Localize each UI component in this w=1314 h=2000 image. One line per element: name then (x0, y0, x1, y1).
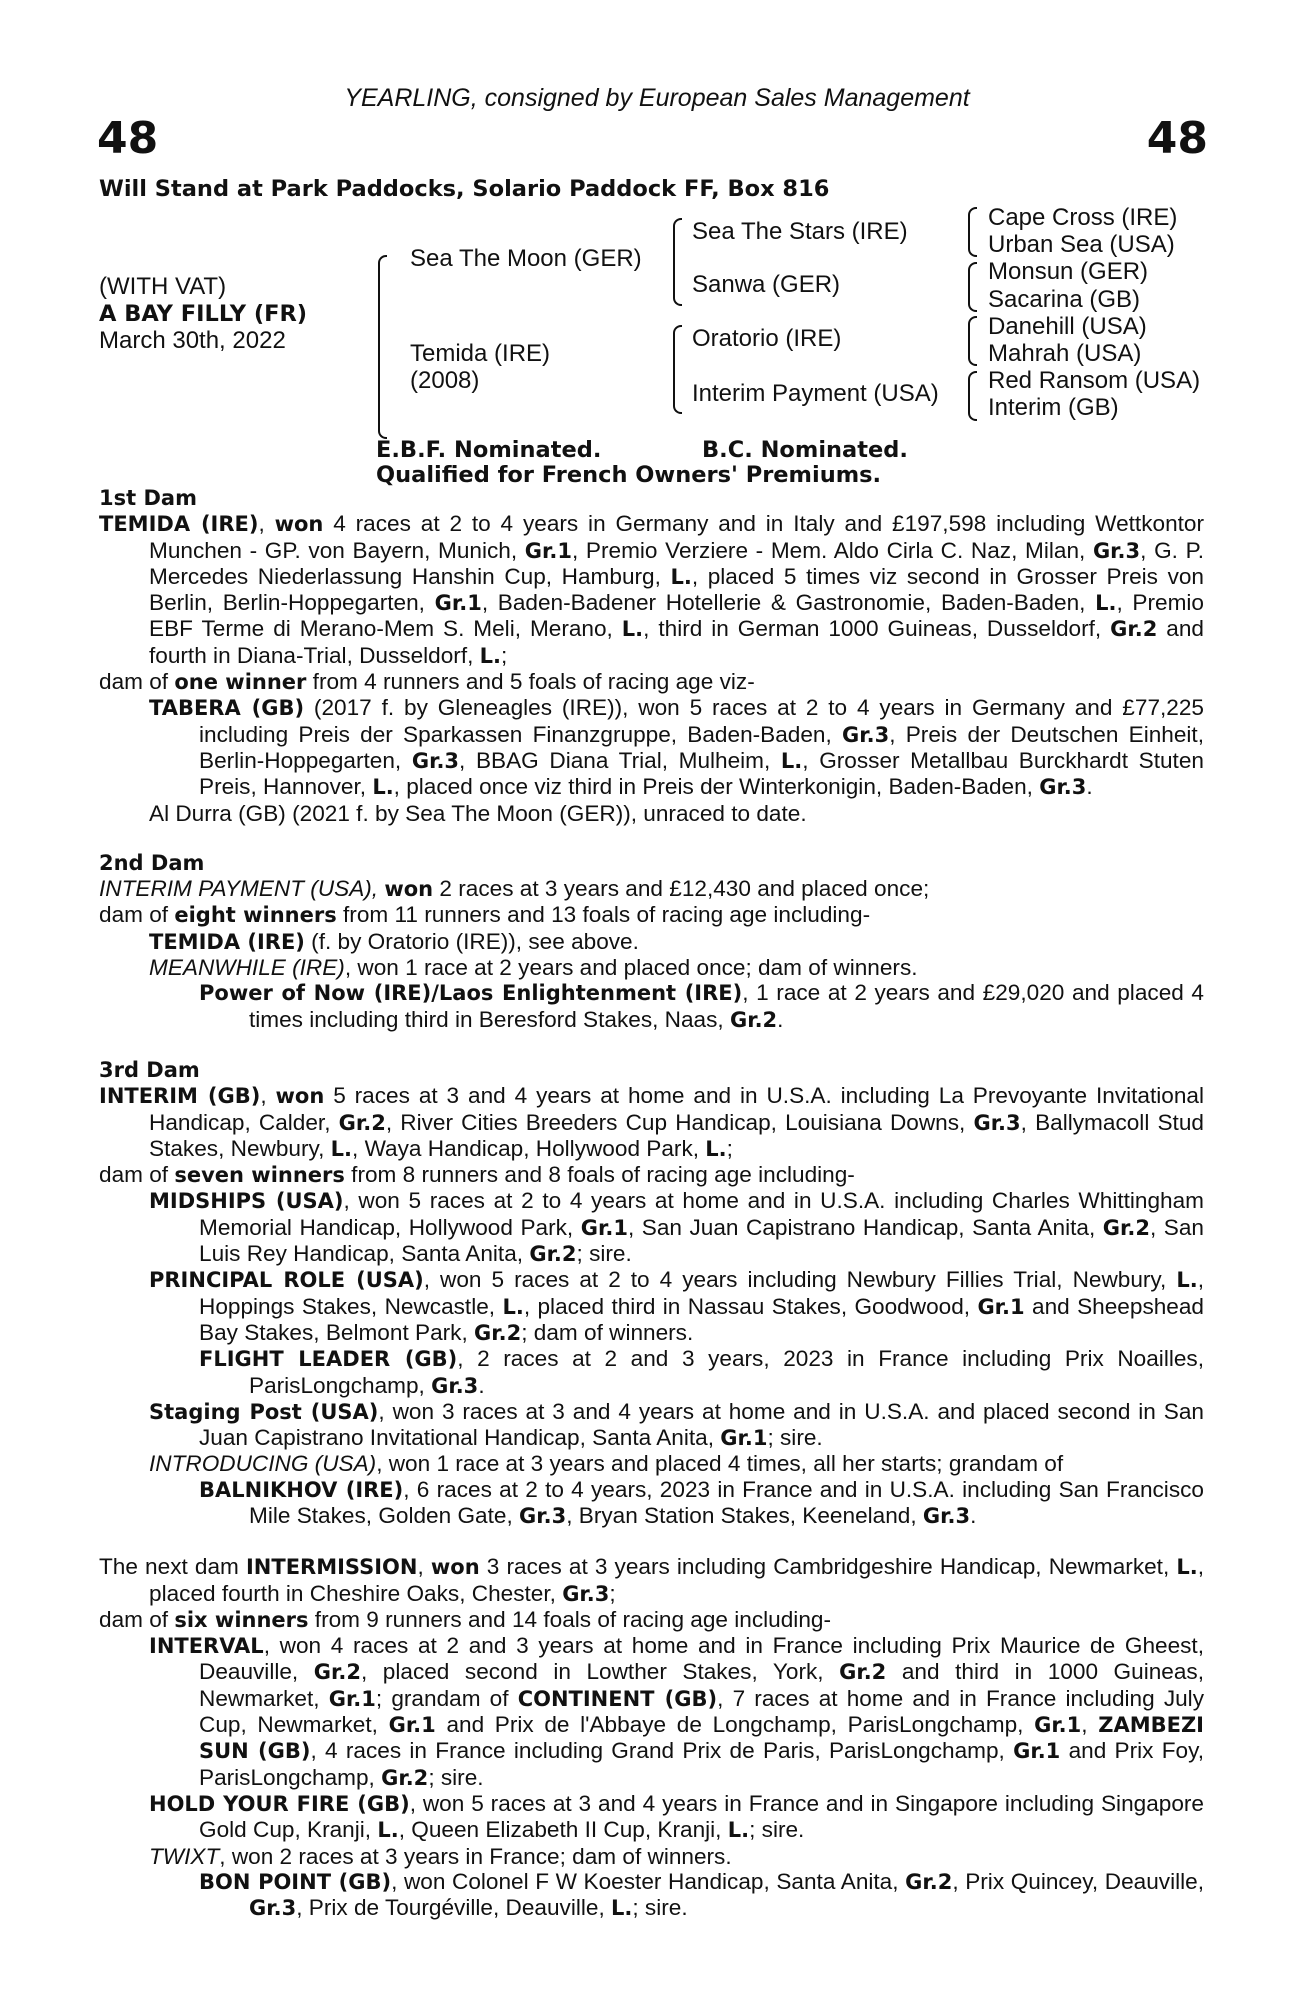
dam: Temida (IRE) (410, 340, 551, 367)
produce-bon-point: BON POINT (GB), won Colonel F W Koester Handicap, Santa Anita, Gr.2, Prix Quincey, Deauville, Gr.3, Prix de Tourgéville, Deauville, L.; sire. (199, 1868, 1205, 1921)
pedigree-brace-g2 (968, 262, 977, 312)
third-dam-heading: 3rd Dam (99, 1057, 200, 1082)
foaling-date: March 30th, 2022 (99, 327, 286, 354)
produce-introducing: INTRODUCING (USA), won 1 race at 3 years and placed 4 times, all her starts; grandam of (149, 1451, 1064, 1477)
grandparent-7: Red Ransom (USA) (988, 367, 1201, 394)
produce-power-of-now: Power of Now (IRE)/Laos Enlightenment (IRE), 1 race at 2 years and £29,020 and placed 4 times including third in Beresford Stakes, Naas, Gr.2. (199, 980, 1205, 1032)
produce-twixt: TWIXT, won 2 races at 3 years in France; dam of winners. (149, 1843, 732, 1869)
third-dam-record: INTERIM (GB), won 5 races at 3 and 4 years at home and in U.S.A. including La Prevoyante Invitational Handicap, Calder, Gr.2, River Cities Breeders Cup Handicap, Louisiana Downs, Gr.3, Ballymacoll Stud Stakes, Newbury, L., Waya Handicap, Hollywood Park, L.; (99, 1083, 1204, 1161)
produce-interval: INTERVAL, won 4 races at 2 and 3 years at home and in France including Prix Maurice de Gheest, Deauville, Gr.2, placed second in Lowther Stakes, York, Gr.2 and third in 1000 Guineas, Newmarket, Gr.1; grandam of CONTINENT (GB), 7 races at home and in France including July Cup, Newmarket, Gr.1 and Prix de l'Abbaye de Longchamp, ParisLongchamp, Gr.1, ZAMBEZI SUN (GB), 4 races in France including Grand Prix de Paris, ParisLongchamp, Gr.1 and Prix Foy, ParisLongchamp, Gr.2; sire. (149, 1633, 1205, 1790)
third-dam-produce-summary: dam of seven winners from 8 runners and 8 foals of racing age including- (99, 1162, 855, 1188)
bc-nominated: B.C. Nominated. (702, 437, 908, 463)
next-dam-record: The next dam INTERMISSION, won 3 races at 3 years including Cambridgeshire Handicap, Newmarket, L., placed fourth in Cheshire Oaks, Chester, Gr.3; (99, 1554, 1204, 1606)
pedigree-brace-dam (673, 325, 682, 414)
produce-temida: TEMIDA (IRE) (f. by Oratorio (IRE)), see above. (149, 928, 639, 954)
pedigree-brace-g3 (968, 316, 977, 366)
stand-location: Will Stand at Park Paddocks, Solario Paddock FF, Box 816 (99, 176, 830, 202)
horse-name: A BAY FILLY (FR) (99, 301, 308, 327)
grandparent-2: Urban Sea (USA) (988, 231, 1175, 258)
sire-sire: Sea The Stars (IRE) (692, 218, 908, 245)
produce-al-durra: Al Durra (GB) (2021 f. by Sea The Moon (GER)), unraced to date. (149, 800, 807, 826)
dam-dam: Interim Payment (USA) (692, 380, 939, 407)
french-premiums: Qualified for French Owners' Premiums. (376, 462, 882, 488)
vat-note: (WITH VAT) (99, 273, 227, 300)
first-dam-heading: 1st Dam (99, 486, 197, 510)
grandparent-5: Danehill (USA) (988, 313, 1147, 340)
catalogue-body (99, 486, 1204, 1921)
dam-sire: Oratorio (IRE) (692, 325, 842, 352)
second-dam-produce-summary: dam of eight winners from 11 runners and 13 foals of racing age including- (99, 902, 871, 928)
lot-number-right: 48 (1146, 113, 1208, 164)
pedigree-brace-sire (673, 218, 682, 306)
grandparent-3: Monsun (GER) (988, 258, 1149, 285)
grandparent-6: Mahrah (USA) (988, 340, 1142, 367)
grandparent-1: Cape Cross (IRE) (988, 204, 1178, 231)
dam-year: (2008) (410, 367, 480, 394)
first-dam-produce-summary: dam of one winner from 4 runners and 5 foals of racing age viz- (99, 669, 755, 695)
grandparent-4: Sacarina (GB) (988, 286, 1141, 313)
produce-tabera: TABERA (GB) (2017 f. by Gleneagles (IRE)), won 5 races at 2 to 4 years in Germany and £77,225 including Preis der Sparkassen Finanzgruppe, Baden-Baden, Gr.3, Preis der Deutschen Einheit, Berlin-Hoppegarten, Gr.3, BBAG Diana Trial, Mulheim, L., Grosser Metallbau Burckhardt Stuten Preis, Hannover, L., placed once viz third in Preis der Winterkonigin, Baden-Baden, Gr.3. (149, 695, 1204, 800)
second-dam-heading: 2nd Dam (99, 850, 205, 875)
produce-meanwhile: MEANWHILE (IRE), won 1 race at 2 years and placed once; dam of winners. (149, 955, 918, 981)
produce-principal-role: PRINCIPAL ROLE (USA), won 5 races at 2 to 4 years including Newbury Fillies Trial, Newbury, L., Hoppings Stakes, Newcastle, L., placed third in Nassau Stakes, Goodwood, Gr.1 and Sheepshead Bay Stakes, Belmont Park, Gr.2; dam of winners. (149, 1267, 1204, 1345)
sire-dam: Sanwa (GER) (692, 271, 841, 298)
second-dam-record: INTERIM PAYMENT (USA), won 2 races at 3 years and £12,430 and placed once; (99, 876, 930, 902)
pedigree-brace-main (378, 255, 387, 439)
pedigree-brace-g4 (968, 371, 977, 421)
next-dam-produce-summary: dam of six winners from 9 runners and 14 foals of racing age including- (99, 1606, 831, 1632)
produce-balnikhov: BALNIKHOV (IRE), 6 races at 2 to 4 years, 2023 in France and in U.S.A. including San Francisco Mile Stakes, Golden Gate, Gr.3, Bryan Station Stakes, Keeneland, Gr.3. (199, 1476, 1204, 1528)
ebf-nominated: E.B.F. Nominated. (376, 437, 602, 463)
lot-number-left: 48 (97, 113, 159, 164)
grandparent-8: Interim (GB) (988, 394, 1119, 421)
produce-staging-post: Staging Post (USA), won 3 races at 3 and 4 years at home and in U.S.A. and placed second in San Juan Capistrano Invitational Handicap, Santa Anita, Gr.1; sire. (149, 1398, 1204, 1451)
produce-midships: MIDSHIPS (USA), won 5 races at 2 to 4 years at home and in U.S.A. including Charles Whittingham Memorial Handicap, Hollywood Park, Gr.1, San Juan Capistrano Handicap, Santa Anita, Gr.2, San Luis Rey Handicap, Santa Anita, Gr.2; sire. (149, 1188, 1205, 1267)
produce-flight-leader: FLIGHT LEADER (GB), 2 races at 2 and 3 years, 2023 in France including Prix Noailles, ParisLongchamp, Gr.3. (199, 1346, 1204, 1398)
consignment-line: YEARLING, consigned by European Sales Management (344, 84, 970, 112)
produce-hold-your-fire: HOLD YOUR FIRE (GB), won 5 races at 3 and 4 years in France and in Singapore including Singapore Gold Cup, Kranji, L., Queen Elizabeth II Cup, Kranji, L.; sire. (149, 1790, 1204, 1843)
sire: Sea The Moon (GER) (410, 245, 642, 272)
pedigree-brace-g1 (968, 207, 977, 257)
first-dam-record: TEMIDA (IRE), won 4 races at 2 to 4 years in Germany and in Italy and £197,598 including Wettkontor Munchen - GP. von Bayern, Munich, Gr.1, Premio Verziere - Mem. Aldo Cirla C. Naz, Milan, Gr.3, G. P. Mercedes Niederlassung Hanshin Cup, Hamburg, L., placed 5 times viz second in Grosser Preis von Berlin, Berlin-Hoppegarten, Gr.1, Baden-Badener Hotellerie & Gastronomie, Baden-Baden, L., Premio EBF Terme di Merano-Mem S. Meli, Merano, L., third in German 1000 Guineas, Dusseldorf, Gr.2 and fourth in Diana-Trial, Dusseldorf, L.; (99, 511, 1205, 668)
